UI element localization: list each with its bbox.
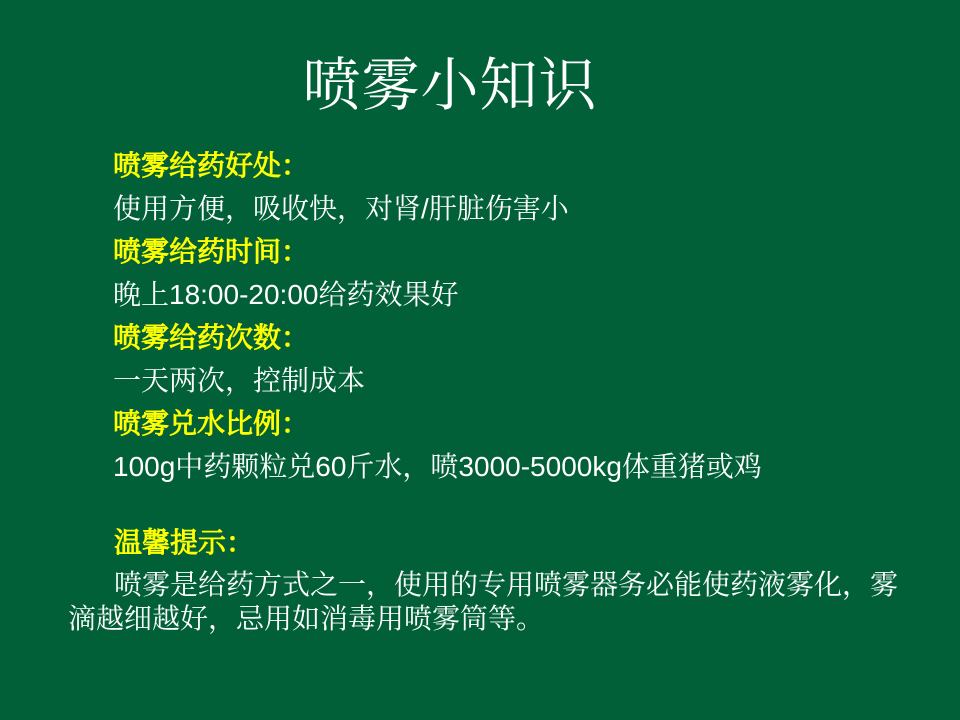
section-body: 一天两次，控制成本 <box>113 365 366 396</box>
section-heading: 喷雾给药次数： <box>113 322 310 353</box>
section-heading: 喷雾给药好处： <box>113 150 310 181</box>
section-timing <box>113 230 913 316</box>
section-dilution <box>113 402 913 488</box>
section-frequency <box>113 316 913 402</box>
section-heading: 喷雾兑水比例： <box>113 408 310 439</box>
section-body: 晚上18:00-20:00给药效果好 <box>113 279 459 310</box>
note-heading: 温馨提示： <box>114 527 255 558</box>
slide-title: 喷雾小知识 <box>302 53 598 118</box>
note-block <box>68 521 913 636</box>
section-body: 100g中药颗粒兑60斤水，喷3000-5000kg体重猪或鸡 <box>113 451 762 482</box>
note-body: 喷雾是给药方式之一，使用的专用喷雾器务必能使药液雾化，雾滴越细越好，忌用如消毒用喷雾筒等。 <box>68 569 899 634</box>
section-body: 使用方便，吸收快，对肾/肝脏伤害小 <box>113 193 569 224</box>
content-area <box>113 144 913 488</box>
section-benefits <box>113 144 913 230</box>
section-heading: 喷雾给药时间： <box>113 236 310 267</box>
